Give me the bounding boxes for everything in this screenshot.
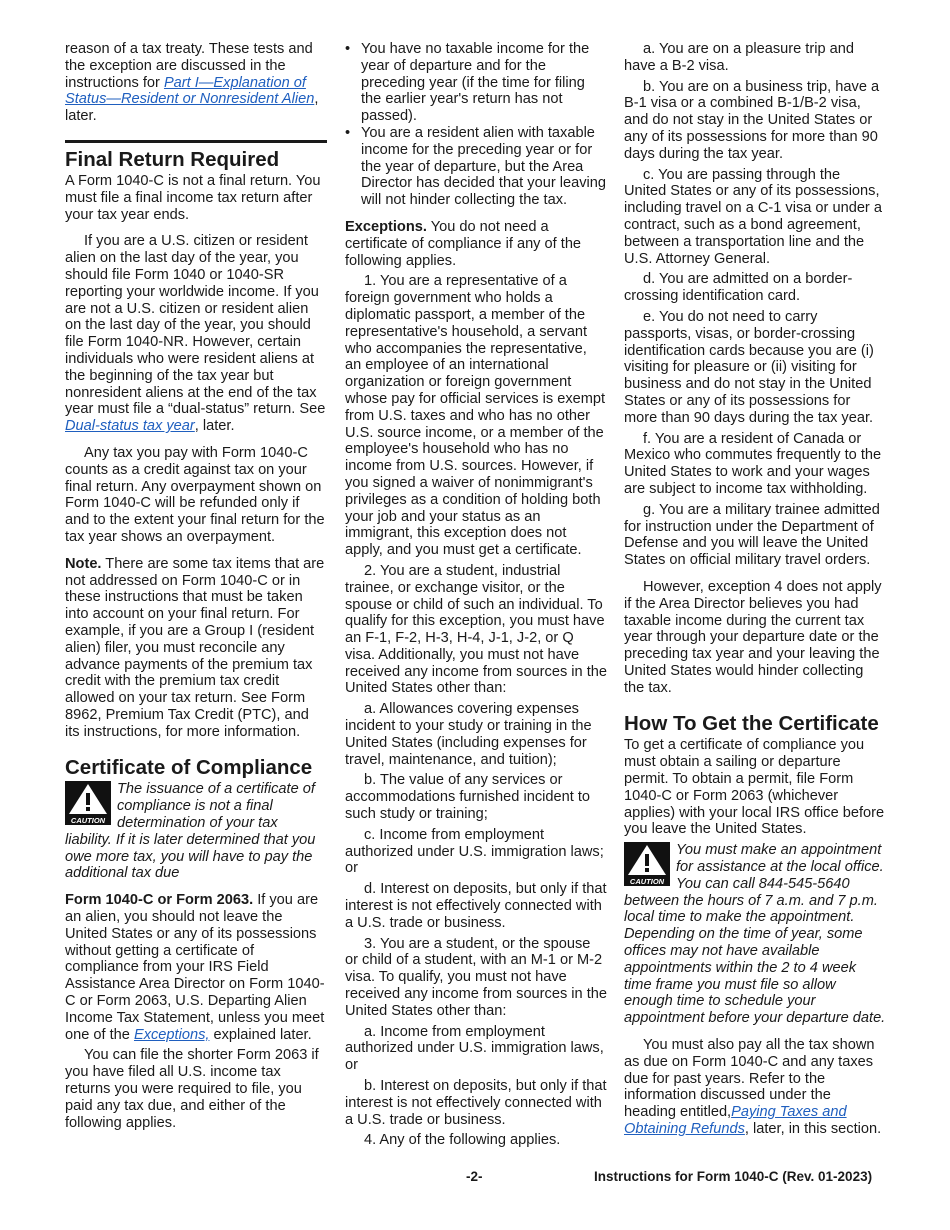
page-number: -2-	[466, 1169, 483, 1184]
list-item: b. The value of any services or accommodations furnished incident to such study or training;	[345, 772, 590, 823]
link-exceptions[interactable]: Exceptions,	[133, 1026, 210, 1043]
list-item: g. You are a military trainee admitted for instruction under the Department of Defense and you will leave the United States on official military travel orders.	[624, 501, 880, 569]
footer-title: Instructions for Form 1040-C (Rev. 01-2023)	[594, 1169, 873, 1184]
caution-label: CAUTION	[70, 816, 106, 826]
paragraph: Any tax you pay with Form 1040-C counts as a credit against tax on your final return. Any overpayment shown on Form 1040-C will be refunded only if and to the extent your final return for the tax year shows an overpayment.	[65, 444, 325, 545]
list-item: 3. You are a student, or the spouse or child of a student, with an M-1 or M-2 visa. To qualify, you must not have received any income from sources in the United States other than:	[345, 935, 607, 1019]
list-item: f. You are a resident of Canada or Mexico who commutes frequently to the United States to work and your wages are subject to income tax withholding.	[624, 430, 882, 497]
paragraph: A Form 1040-C is not a final return. You must file a final income tax return after your tax year ends.	[65, 172, 321, 223]
paragraph: You must also pay all the tax shown as due on Form 1040-C and any taxes due for past years. Refer to the information discussed under the heading entitled,Paying Taxes and Obtaining Refunds, later, in this section.	[624, 1037, 882, 1138]
note-paragraph: Note. There are some tax items that are not addressed on Form 1040-C or in these instructions that must be taken into account on your final return. For example, if you are a Group I (resident alien) filer, you must reconcile any advance payments of the premium tax credit with the premium tax credit allowed on your tax return. See Form 8962, Premium Tax Credit (PTC), and its instructions, for more information.	[65, 555, 325, 740]
caution-block: CAUTION The issuance of a certificate of compliance is not a final determination of your tax liability. If it is later determined that you owe more tax, you will have to pay the additional tax due	[65, 781, 316, 882]
paragraph: You can file the shorter Form 2063 if you have filed all U.S. income tax returns you were required to file, you paid any tax due, and either of the following applies.	[65, 1047, 319, 1131]
caution-icon	[65, 781, 111, 825]
caution-icon	[624, 842, 670, 886]
heading-how-to-get-certificate: How To Get the Certificate	[624, 712, 879, 736]
list-item: 1. You are a representative of a foreign government who holds a diplomatic passport, a member of the representative's household, a servant who accompanies the representative, an employee of an international organization or foreign government whose pay for official services is exempt from U.S. taxes and who has no other U.S. source income, or a member of the employee's household who has no income from U.S. sources. However, if you signed a waiver of nonimmigrant's privileges as a condition of holding both your job and your status as an immigrant, this exception does not apply, and you must get a certificate.	[345, 273, 606, 559]
bullet-item: • You are a resident alien with taxable income for the preceding year or for the year of departure, but the Area Director has decided that your leaving will not hinder collecting the tax.	[345, 124, 606, 209]
heading-final-return: Final Return Required	[65, 140, 327, 171]
list-item: c. You are passing through the United States or any of its possessions, including travel on a C-1 visa or under a contract, such as a bond agreement, between a transportation line and the U.S. Attorney General.	[624, 166, 882, 267]
column-right	[624, 41, 886, 1142]
list-item: 4. Any of the following applies.	[364, 1132, 561, 1149]
paragraph: However, exception 4 does not apply if the Area Director believes you had taxable income during the current tax year through your departure date or the preceding tax year and your leaving the United States would hinder collecting the tax.	[624, 578, 882, 696]
column-middle	[345, 41, 607, 1153]
paragraph: To get a certificate of compliance you must obtain a sailing or departure permit. To obtain a permit, file Form 1040-C or Form 2063 (whichever applies) with your local IRS office before you leave the United States.	[624, 737, 885, 838]
list-item: 2. You are a student, industrial trainee, or exchange visitor, or the spouse or child of such an individual. To qualify for this exception, you must have an F-1, F-2, H-3, H-4, J-1, J-2, or Q visa. Additionally, you must not have received any income from sources in the United States other than:	[345, 562, 607, 697]
caution-block: CAUTION You must make an appointment for assistance at the local office. You can call 844-545-5640 between the hours of 7 a.m. and 7 p.m. local time to make the appointment. Depending on the time of year, some offices may not have available appointments within the 2 to 4 week time frame you must file so allow enough time to schedule your appointment before your departure date.	[624, 842, 886, 1027]
list-item: d. You are admitted on a border-crossing identification card.	[624, 271, 853, 305]
list-item: e. You do not need to carry passports, visas, or border-crossing identification cards because you are (i) visiting for pleasure or (ii) visiting for business and do not stay in the United States or any of its possessions for more than 90 days during the tax year.	[624, 308, 874, 426]
list-item: b. Interest on deposits, but only if that interest is not effectively connected with a U.S. trade or business.	[345, 1078, 607, 1128]
bullet-item: • You have no taxable income for the year of departure and for the preceding year (if the time for filing the earlier year's return has not passed).	[345, 41, 590, 125]
list-item: b. You are on a business trip, have a B-1 visa or a combined B-1/B-2 visa, and do not stay in the United States or any of its possessions for more than 90 days during the tax year.	[624, 78, 880, 162]
paragraph: Form 1040-C or Form 2063. If you are an alien, you should not leave the United States or any of its possessions without getting a certificate of compliance from your IRS Field Assistance Area Director on Form 1040-C or Form 2063, U.S. Departing Alien Income Tax Statement, unless you meet one of the Exceptions, explained later.	[65, 892, 325, 1043]
paragraph: If you are a U.S. citizen or resident alien on the last day of the year, you should file Form 1040 or 1040-SR reporting your worldwide income. If you are not a U.S. citizen or resident alien on the last day of the year, you should file Form 1040-NR. However, certain individuals who were resident aliens at the beginning of the tax year but nonresident aliens at the end of the tax year must file a “dual-status” return. See Dual-status tax year, later.	[65, 233, 326, 435]
column-left	[65, 41, 327, 1135]
exceptions-paragraph: Exceptions. You do not need a certificate of compliance if any of the following applies.	[345, 218, 582, 269]
caution-label: CAUTION	[629, 877, 665, 887]
list-item: d. Interest on deposits, but only if that interest is not effectively connected with a U.S. trade or business.	[345, 881, 607, 931]
list-item: a. You are on a pleasure trip and have a B-2 visa.	[624, 41, 854, 74]
link-paying-taxes[interactable]: Paying Taxes and Obtaining Refunds	[624, 1104, 847, 1138]
link-part-i-explanation[interactable]: Part I—Explanation of Status—Resident or Nonresident Alien	[65, 74, 315, 108]
list-item: c. Income from employment authorized under U.S. immigration laws; or	[345, 826, 604, 877]
list-item: a. Income from employment authorized under U.S. immigration laws, or	[345, 1023, 604, 1074]
list-item: a. Allowances covering expenses incident to your study or training in the United States (including expenses for travel, maintenance, and tuition);	[345, 701, 592, 768]
link-dual-status[interactable]: Dual-status tax year	[65, 418, 195, 435]
paragraph: reason of a tax treaty. These tests and the exception are discussed in the instructions for Part I—Explanation of Status—Resident or Nonresident Alien, later.	[65, 41, 319, 125]
heading-certificate-compliance: Certificate of Compliance	[65, 756, 313, 780]
